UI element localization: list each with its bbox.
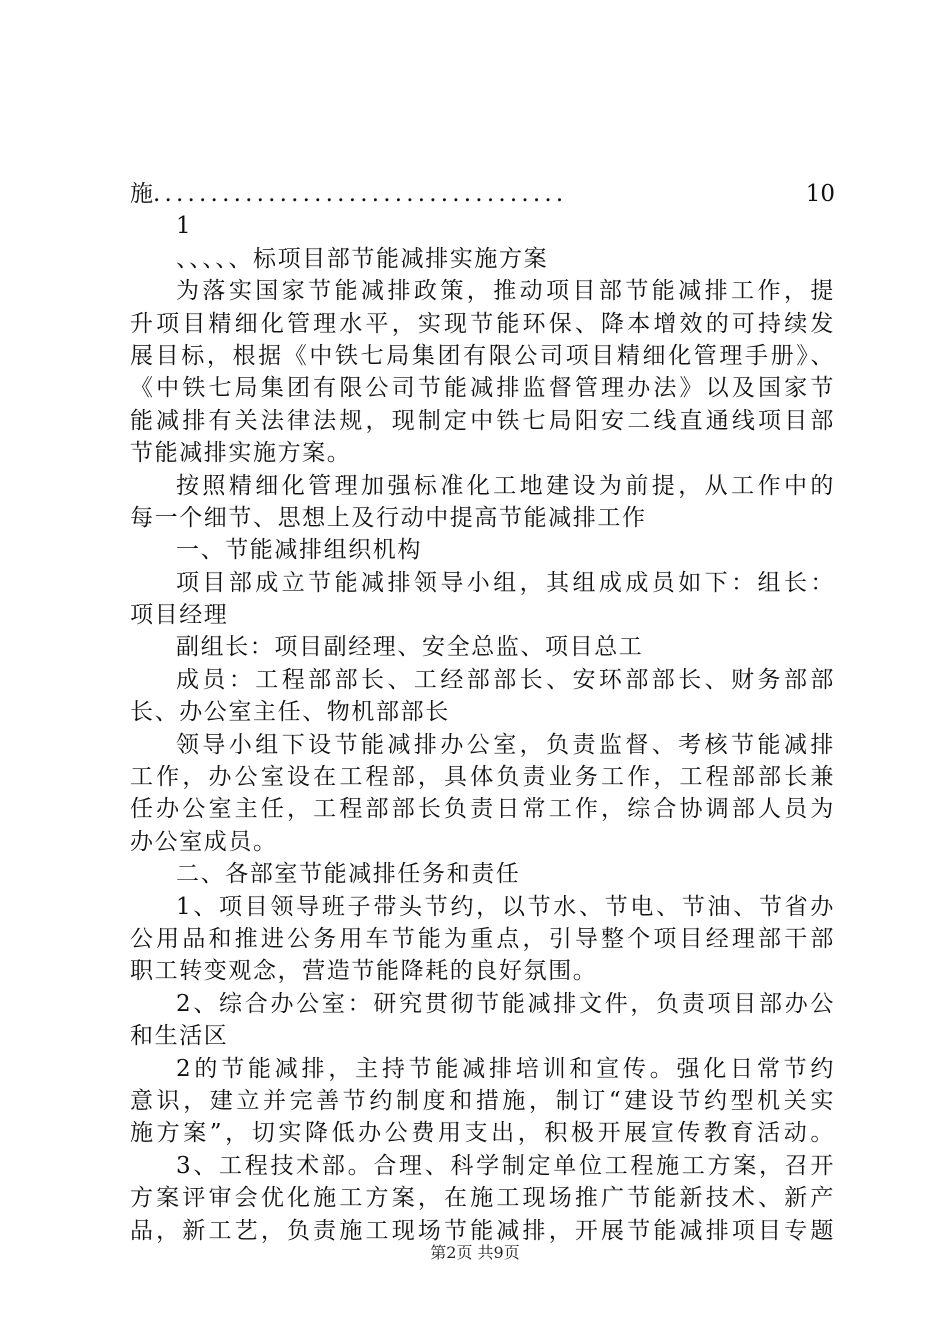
text-line: 任办公室主任，工程部部长负责日常工作，综合协调部人员为	[130, 796, 835, 823]
text-line: 品，新工艺，负责施工现场节能减排，开展节能减排项目专题	[130, 1217, 835, 1244]
toc-leader-dots: ....................................	[153, 181, 568, 207]
text-line: 工作，办公室设在工程部，具体负责业务工作，工程部部长兼	[130, 764, 835, 791]
text-line: 节能减排实施方案。	[130, 440, 352, 467]
text-line: 1、项目领导班子带头节约，以节水、节电、节油、节省办	[176, 893, 835, 920]
text-line: 公用品和推进公务用车节能为重点，引导整个项目经理部干部	[130, 925, 835, 952]
text-line: 升项目精细化管理水平，实现节能环保、降本增效的可持续发	[130, 310, 835, 337]
text-line: 成员：工程部部长、工经部部长、安环部部长、财务部部	[176, 666, 835, 693]
text-line: 2、综合办公室：研究贯彻节能减排文件，负责项目部办公	[176, 990, 835, 1017]
page-marker: 1	[176, 213, 193, 240]
document-body	[130, 178, 835, 1247]
text-line: 项目部成立节能减排领导小组，其组成成员如下：组长：	[176, 569, 835, 596]
text-line: 意识，建立并完善节约制度和措施，制订“建设节约型机关实	[130, 1087, 835, 1114]
toc-label: 施	[130, 181, 153, 207]
text-line: 展目标，根据《中铁七局集团有限公司项目精细化管理手册》、	[130, 342, 835, 369]
text-line: 每一个细节、思想上及行动中提高节能减排工作	[130, 504, 647, 531]
text-line: 为落实国家节能减排政策，推动项目部节能减排工作，提	[176, 278, 835, 305]
text-line: 一、节能减排组织机构	[176, 537, 422, 564]
text-line: 副组长：项目副经理、安全总监、项目总工	[176, 634, 644, 661]
text-line: 二、各部室节能减排任务和责任	[176, 861, 521, 888]
text-line: 长、办公室主任、物机部部长	[130, 699, 450, 726]
page-footer: 第2页 共9页	[430, 1243, 520, 1262]
body-text	[130, 243, 835, 1247]
text-line: 、、、、、标项目部节能减排实施方案	[176, 245, 549, 272]
text-line: 施方案”，切实降低办公费用支出，积极开展宣传教育活动。	[130, 1120, 835, 1147]
text-line: 项目经理	[130, 602, 229, 629]
text-line: 办公室成员。	[130, 828, 278, 855]
text-line: 能减排有关法律法规，现制定中铁七局阳安二线直通线项目部	[130, 407, 835, 434]
text-line: 和生活区	[130, 1023, 229, 1050]
text-line: 职工转变观念，营造节能降耗的良好氛围。	[130, 958, 598, 985]
text-line: 3、工程技术部。合理、科学制定单位工程施工方案，召开	[176, 1152, 835, 1179]
toc-page-number: 10	[805, 181, 835, 207]
text-line: 《中铁七局集团有限公司节能减排监督管理办法》以及国家节	[130, 375, 835, 402]
text-line: 领导小组下设节能减排办公室，负责监督、考核节能减排	[176, 731, 835, 758]
text-line: 按照精细化管理加强标准化工地建设为前提，从工作中的	[176, 472, 835, 499]
toc-entry	[130, 178, 835, 210]
text-line: 方案评审会优化施工方案，在施工现场推广节能新技术、新产	[130, 1185, 835, 1212]
text-line: 2的节能减排，主持节能减排培训和宣传。强化日常节约	[176, 1055, 835, 1082]
